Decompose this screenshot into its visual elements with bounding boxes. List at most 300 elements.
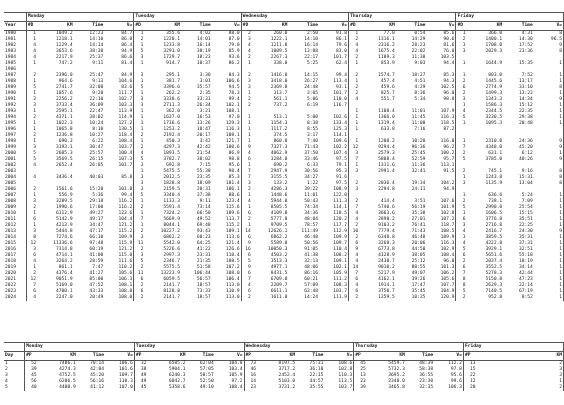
value-cell: 62:04: [199, 361, 214, 366]
value-cell: 4: [355, 97, 359, 102]
value-cell: 9709.5: [270, 223, 288, 228]
value-cell: 113.0: [212, 283, 242, 289]
value-cell: 1: [33, 121, 37, 126]
value-cell: 10:24: [89, 121, 104, 126]
value-cell: 2: [476, 385, 563, 391]
value-cell: 102.1: [212, 103, 242, 109]
value-cell: 16:14: [304, 43, 319, 48]
column-header: KM: [359, 22, 396, 31]
value-cell: 95.6: [212, 163, 242, 169]
value-cell: 8: [534, 85, 564, 91]
value-cell: 13:08: [304, 49, 319, 54]
value-cell: 108.3: [319, 283, 349, 289]
value-cell: 99.6: [434, 379, 463, 385]
value-cell: 1586.3: [485, 103, 503, 108]
value-cell: 23:35: [196, 175, 211, 180]
value-cell: 7:16: [414, 127, 426, 132]
value-cell: 1065.8: [55, 127, 73, 132]
value-cell: 93:43: [196, 229, 211, 234]
value-cell: 7: [248, 277, 251, 282]
value-cell: 39:26: [411, 277, 426, 282]
value-cell: 2396.0: [55, 73, 73, 78]
value-cell: 1611.0: [270, 295, 288, 300]
value-cell: 6206.5: [59, 379, 76, 384]
value-cell: 4: [355, 43, 359, 48]
value-cell: 1: [355, 79, 359, 84]
value-cell: 56:16: [90, 379, 104, 384]
value-cell: 108.4: [426, 253, 456, 259]
day-cell: 1: [4, 361, 25, 368]
year-cell: 1986: [4, 67, 26, 73]
value-cell: 107.4: [319, 151, 349, 157]
value-cell: 118.4: [104, 133, 134, 139]
value-cell: 101.4: [212, 181, 242, 187]
value-cell: 122.0: [319, 193, 349, 199]
year-cell: 2022: [4, 283, 26, 289]
value-cell: 2595.1: [55, 109, 73, 114]
value-cell: 2579.3: [378, 151, 395, 156]
year-cell: 1996: [4, 127, 26, 133]
value-cell: 3: [33, 247, 37, 252]
value-cell: 18:09: [196, 181, 211, 186]
column-header: Time: [296, 352, 324, 361]
value-cell: 114.1: [319, 205, 349, 211]
value-cell: 1: [355, 121, 359, 126]
value-cell: 9: [248, 265, 251, 270]
value-cell: 1: [534, 283, 564, 289]
value-cell: 32:08: [89, 85, 104, 90]
value-cell: 47:23: [518, 277, 533, 282]
value-cell: 1914.1: [378, 283, 395, 288]
value-cell: 7: [248, 169, 251, 174]
value-cell: 2716.8: [485, 223, 503, 228]
value-cell: 7: [355, 271, 359, 276]
year-cell: 2010: [4, 211, 26, 217]
value-cell: 3: [140, 55, 144, 60]
column-header: V=: [212, 22, 242, 31]
value-cell: 633.8: [380, 127, 395, 132]
value-cell: 49:17: [89, 217, 104, 222]
value-cell: 2: [355, 85, 359, 90]
value-cell: 30:47: [89, 145, 104, 150]
value-cell: 24:11: [411, 187, 426, 192]
value-cell: 36:55: [419, 373, 434, 378]
year-cell: 1988: [4, 79, 26, 85]
value-cell: 2: [248, 217, 251, 222]
value-cell: 57:05: [199, 367, 214, 372]
value-cell: 1: [140, 115, 144, 120]
value-cell: 22:14: [518, 283, 533, 288]
value-cell: 100.4: [104, 151, 134, 157]
value-cell: 4977.1: [270, 265, 288, 270]
column-header: Time: [288, 22, 319, 31]
value-cell: 6: [355, 289, 359, 294]
value-cell: 4: [33, 43, 37, 48]
value-cell: 692.8: [166, 163, 180, 168]
value-cell: 5: [248, 259, 251, 264]
day-label-wednesday: Wednesday: [241, 13, 348, 22]
value-cell: 4503.2: [270, 253, 288, 258]
day-header-row: [4, 13, 564, 22]
value-cell: 26:27: [304, 79, 319, 84]
value-cell: 2346.7: [163, 259, 180, 264]
value-cell: 22:10: [89, 97, 104, 102]
value-cell: 69:48: [196, 223, 211, 228]
value-cell: 3782.7: [163, 157, 180, 162]
value-cell: 3465.8: [388, 385, 405, 390]
value-cell: 1259.5: [378, 295, 395, 300]
day-label-monday: Monday: [25, 343, 135, 352]
value-cell: 115.6: [212, 205, 242, 211]
year-cell: 2002: [4, 163, 26, 169]
value-cell: 101.7: [319, 91, 349, 97]
value-cell: 83.0: [319, 49, 349, 55]
value-cell: 52:59: [411, 157, 426, 162]
value-cell: 23:30: [419, 379, 434, 384]
value-cell: 262.2: [166, 91, 180, 96]
value-cell: 1253.2: [163, 127, 180, 132]
value-cell: 1: [462, 31, 466, 36]
value-cell: 25:45: [411, 151, 426, 156]
value-cell: 85.8: [104, 175, 134, 181]
value-cell: 125.3: [319, 127, 349, 133]
value-cell: 10:37: [196, 61, 211, 66]
value-cell: 9294.4: [378, 145, 395, 150]
value-cell: 28:23: [411, 43, 426, 48]
value-cell: 2: [248, 73, 251, 78]
year-cell: 1999: [4, 145, 26, 151]
value-cell: 32: [140, 361, 147, 366]
value-cell: 6: [248, 271, 251, 276]
value-cell: 22:47: [89, 109, 104, 114]
value-cell: 2774.9: [485, 85, 503, 90]
value-cell: 5: [462, 289, 466, 294]
value-cell: 2037.4: [485, 259, 503, 264]
value-cell: 102.1: [319, 265, 349, 271]
value-cell: 1: [534, 109, 564, 115]
value-cell: 3:17: [306, 133, 319, 138]
value-cell: 2416.7: [485, 229, 503, 234]
value-cell: 42:42: [196, 145, 211, 150]
value-cell: 1445.6: [485, 79, 503, 84]
value-cell: 3: [140, 163, 144, 168]
value-cell: 106.2: [426, 271, 456, 277]
value-cell: 79.6: [319, 43, 349, 49]
value-cell: 1222.1: [270, 37, 288, 42]
value-cell: 3: [140, 175, 144, 180]
value-cell: 39: [360, 385, 366, 390]
value-cell: 110.4: [212, 253, 242, 259]
value-cell: 25:37: [89, 55, 104, 60]
value-cell: 88.6: [212, 193, 242, 199]
value-cell: 4286.3: [270, 187, 288, 192]
value-cell: 3: [140, 187, 144, 192]
value-cell: 32:35: [419, 385, 434, 390]
value-cell: 99.4: [212, 97, 242, 103]
value-cell: 15:15: [518, 211, 533, 216]
value-cell: 97:48: [89, 241, 104, 246]
value-cell: 22: [469, 373, 476, 378]
value-cell: 1990.6: [55, 205, 73, 210]
value-cell: 130.5: [104, 127, 134, 133]
value-cell: 113.0: [212, 295, 242, 301]
value-cell: 102.8: [324, 367, 353, 373]
value-cell: 4: [355, 283, 359, 288]
value-cell: 104.4: [104, 217, 134, 223]
value-cell: 35:38: [411, 211, 426, 216]
value-cell: 45: [31, 373, 37, 378]
value-cell: 111.7: [104, 91, 134, 97]
value-cell: 551.7: [380, 97, 395, 102]
value-cell: 366.0: [488, 31, 503, 36]
value-cell: 79.0: [212, 43, 242, 49]
value-cell: 2: [140, 37, 144, 42]
value-cell: 107.0: [105, 385, 134, 391]
value-cell: 103.4: [215, 367, 244, 373]
value-cell: 25: [360, 367, 366, 372]
value-cell: 3: [33, 103, 37, 108]
value-cell: 4: [248, 43, 251, 48]
value-cell: 2605.3: [55, 151, 73, 156]
value-cell: 38:02: [89, 115, 104, 120]
year-cell: 2013: [4, 229, 26, 235]
value-cell: 2: [248, 187, 251, 192]
value-cell: 27:01: [411, 217, 426, 222]
value-cell: 86.0: [104, 37, 134, 43]
value-cell: 2: [355, 55, 359, 60]
value-cell: 5:36: [92, 193, 104, 198]
value-cell: 7: [248, 175, 251, 180]
value-cell: 42:44: [518, 271, 533, 276]
value-cell: 1: [248, 193, 251, 198]
value-cell: 18:57: [196, 283, 211, 288]
value-cell: 109.9: [319, 235, 349, 241]
value-cell: 18:23: [196, 55, 211, 60]
value-cell: 109.6: [319, 139, 349, 145]
value-cell: 1: [33, 127, 37, 132]
column-header: KM: [144, 22, 181, 31]
value-cell: 4222.8: [485, 241, 503, 246]
value-cell: 5444.8: [55, 229, 73, 234]
value-cell: 104.8: [215, 361, 244, 368]
value-cell: 56: [31, 379, 37, 384]
value-cell: 107.2: [212, 265, 242, 271]
value-cell: 15:35: [518, 61, 533, 66]
value-cell: 1: [140, 31, 144, 36]
value-cell: 1: [248, 163, 251, 168]
value-cell: 1708.0: [485, 43, 503, 48]
value-cell: 10:25: [411, 295, 426, 300]
value-cell: 4:31: [521, 31, 533, 36]
value-cell: 16: [250, 373, 257, 378]
value-cell: 7:40: [306, 139, 319, 144]
value-cell: 3: [462, 235, 466, 240]
value-cell: 1218.1: [55, 37, 73, 42]
value-cell: 5575.5: [163, 265, 180, 270]
value-cell: 70:14: [90, 361, 104, 366]
value-cell: 23: [250, 385, 257, 390]
value-cell: 38:19: [196, 49, 211, 54]
value-cell: 45: [360, 361, 366, 366]
value-cell: 15:31: [518, 175, 533, 180]
value-cell: 9:13: [92, 79, 104, 84]
day-label-thursday: Thursday: [349, 13, 456, 22]
value-cell: 111:49: [301, 229, 319, 234]
value-cell: 4371.1: [55, 115, 73, 120]
value-cell: 8:55: [306, 127, 319, 132]
value-cell: 101.9: [426, 205, 456, 211]
value-cell: 9051.9: [55, 277, 73, 282]
value-cell: 4:51: [414, 79, 426, 84]
year-cell: 2011: [4, 217, 26, 223]
value-cell: 9:28: [92, 91, 104, 96]
value-cell: 414.4: [380, 199, 395, 204]
value-cell: 2: [140, 265, 144, 270]
value-cell: 1108.4: [378, 109, 395, 114]
value-cell: 2: [355, 199, 359, 204]
day-label-wednesday: Wednesday: [244, 343, 354, 352]
value-cell: 313.7: [273, 91, 288, 96]
value-cell: 3: [476, 367, 563, 373]
value-cell: 1: [534, 247, 564, 253]
value-cell: 1117.2: [270, 127, 288, 132]
value-cell: 1828.8: [163, 181, 180, 186]
value-cell: 103.7: [324, 385, 353, 391]
column-header: #P: [354, 352, 367, 361]
value-cell: 6:12: [521, 151, 533, 156]
value-cell: 2: [462, 79, 466, 84]
value-cell: 19:34: [411, 181, 426, 186]
value-cell: 16:53: [196, 115, 211, 120]
value-cell: 33:10: [518, 85, 533, 90]
value-cell: 9103.2: [378, 223, 395, 228]
value-cell: 113.6: [212, 235, 242, 241]
value-cell: 4348.0: [485, 145, 503, 150]
value-cell: 1499.3: [485, 91, 503, 96]
year-cell: 1984: [4, 55, 26, 61]
value-cell: 20:06: [411, 241, 426, 246]
value-cell: 4376.4: [55, 271, 73, 276]
value-cell: 6: [33, 289, 37, 294]
value-cell: 116.2: [104, 205, 134, 211]
value-cell: 28:59: [89, 259, 104, 264]
value-cell: 5459.7: [388, 361, 405, 366]
value-cell: 5589.0: [270, 241, 288, 246]
value-cell: 121.2: [104, 223, 134, 229]
value-cell: 108.9: [319, 187, 349, 193]
value-cell: 115.2: [212, 223, 242, 229]
value-cell: 113.5: [324, 379, 353, 385]
value-cell: 964.6: [58, 79, 73, 84]
value-cell: 4: [140, 151, 144, 156]
year-cell: 1993: [4, 109, 26, 115]
value-cell: 56:19: [411, 205, 426, 210]
value-cell: 3: [33, 229, 37, 234]
value-cell: 1243.8: [485, 175, 503, 180]
value-cell: 10050.3: [267, 247, 288, 252]
value-cell: 1: [33, 61, 37, 66]
value-cell: 2: [355, 295, 359, 300]
value-cell: 3: [140, 253, 144, 258]
value-cell: 556.9: [58, 193, 73, 198]
day-column-header: Day: [4, 352, 25, 361]
value-cell: 7: [355, 157, 359, 162]
value-cell: 4: [355, 217, 359, 222]
value-cell: 631.1: [488, 151, 503, 156]
value-cell: 3785.0: [485, 157, 503, 162]
value-cell: 29:18: [89, 199, 104, 204]
value-cell: 1: [355, 115, 359, 120]
value-cell: 2: [33, 187, 37, 192]
value-cell: 5: [462, 247, 466, 252]
value-cell: 101.7: [319, 55, 349, 61]
value-cell: 116.7: [319, 103, 349, 109]
value-cell: 2: [33, 97, 37, 102]
value-cell: 8: [462, 283, 466, 288]
value-cell: 1: [140, 79, 144, 84]
value-cell: 4: [355, 259, 359, 264]
value-cell: 10227.2: [160, 229, 180, 234]
value-cell: 67:19: [518, 289, 533, 294]
value-cell: 1: [33, 79, 37, 84]
value-cell: 23:31: [196, 253, 211, 258]
value-cell: 102.9: [426, 247, 456, 253]
value-cell: 7:15: [199, 163, 211, 168]
value-cell: 95.3: [319, 169, 349, 175]
value-cell: 117.7: [319, 223, 349, 229]
value-cell: 12:23: [89, 31, 104, 36]
value-cell: 34:27: [304, 175, 319, 180]
value-cell: 5142.9: [55, 217, 73, 222]
value-cell: 1: [248, 133, 251, 138]
value-cell: 49:07: [411, 271, 426, 276]
value-cell: 90.6: [426, 37, 456, 43]
value-cell: 113.7: [212, 217, 242, 223]
value-cell: 48:06: [304, 265, 319, 270]
column-header: KM: [367, 352, 406, 361]
value-cell: 87.2: [426, 127, 456, 133]
value-cell: 101.3: [426, 265, 456, 271]
value-cell: 1: [140, 121, 144, 126]
value-cell: 13223.9: [160, 271, 180, 276]
value-cell: 1: [534, 91, 564, 97]
column-header: #P: [244, 352, 257, 361]
value-cell: 2: [140, 133, 144, 138]
year-cell: 2009: [4, 205, 26, 211]
value-cell: 2: [476, 361, 563, 368]
column-header: V=: [105, 352, 134, 361]
value-cell: 14:10: [304, 37, 319, 42]
value-cell: 1: [140, 61, 144, 66]
value-cell: 14:14: [89, 43, 104, 48]
value-cell: 2294.8: [378, 187, 395, 192]
value-cell: 20:17: [196, 133, 211, 138]
value-cell: 81.4: [104, 61, 134, 67]
value-cell: 2217.9: [55, 55, 73, 60]
column-header: V=: [434, 352, 463, 361]
year-cell: 1998: [4, 139, 26, 145]
value-cell: 34:47: [89, 223, 104, 228]
corner-cell: [4, 343, 25, 352]
value-cell: 115.9: [104, 241, 134, 247]
value-cell: 110.9: [212, 289, 242, 295]
value-cell: 43:33: [89, 289, 104, 294]
value-cell: 121.7: [212, 139, 242, 145]
value-cell: 3:51: [414, 199, 426, 204]
value-cell: 2209.7: [270, 283, 288, 288]
value-cell: 2: [248, 55, 251, 60]
value-cell: 362.0: [166, 109, 180, 114]
